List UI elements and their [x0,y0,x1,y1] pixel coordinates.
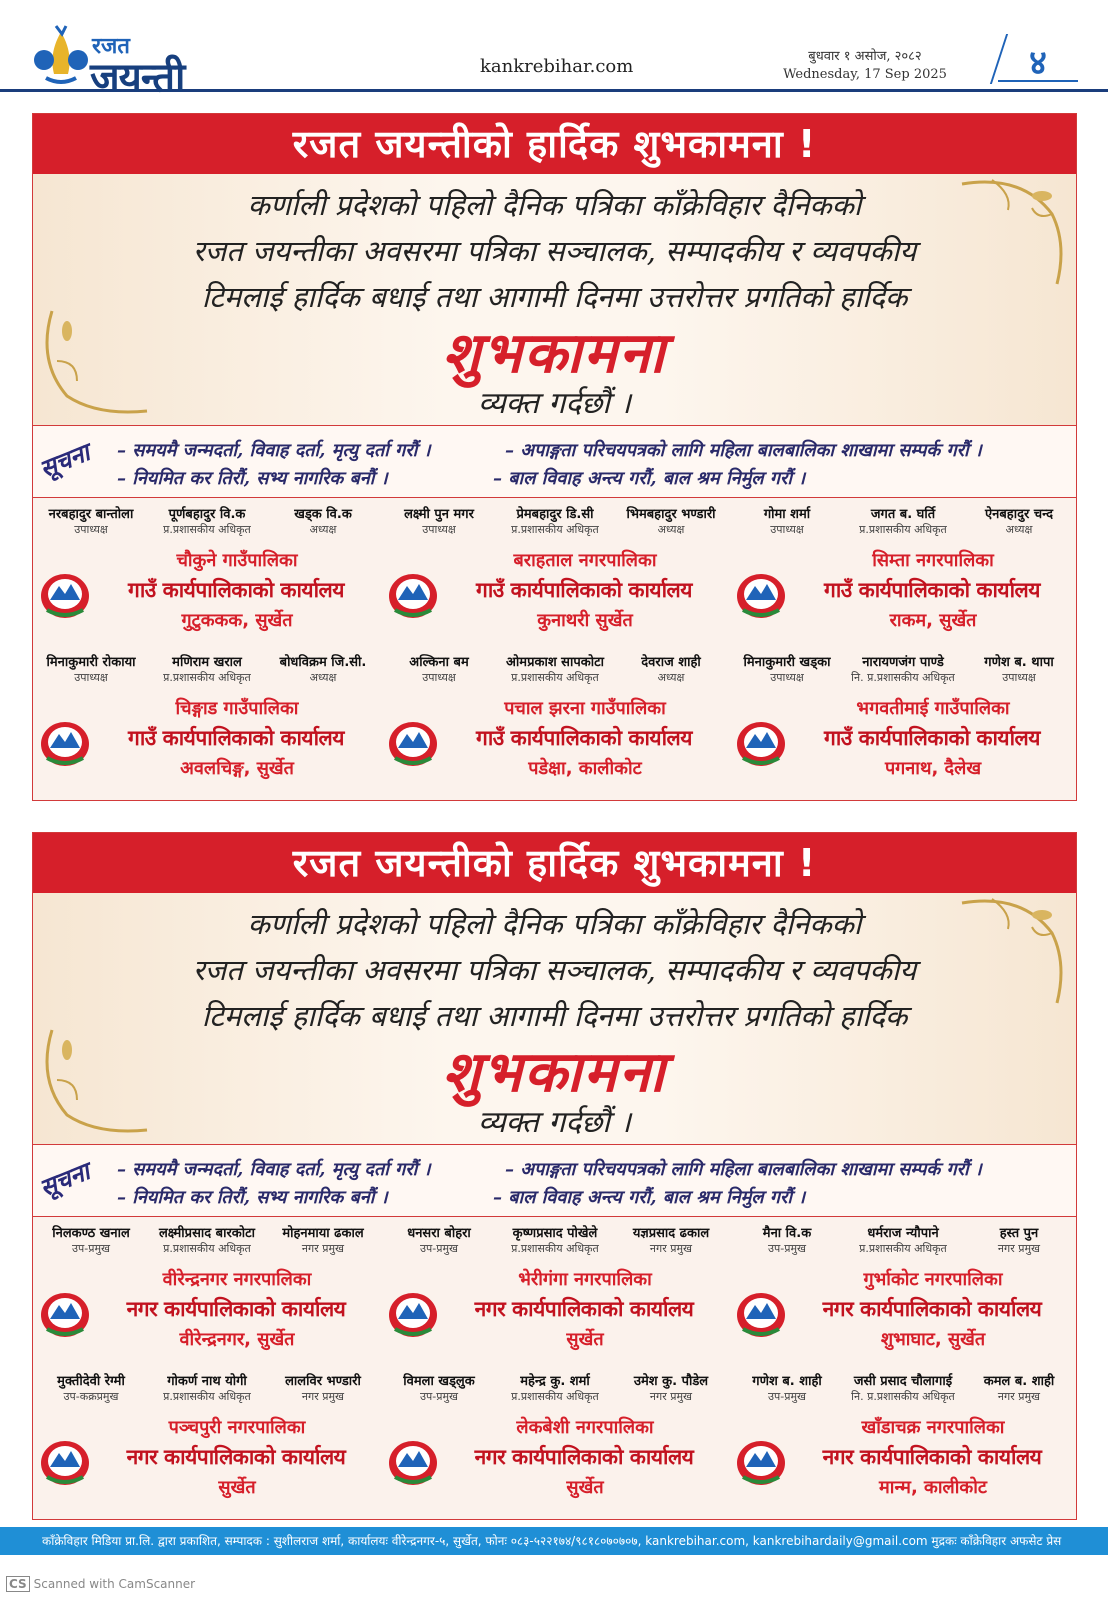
shubhakamana-text: शुभकामना [442,320,667,386]
official-name: मैना वि.क [762,1226,812,1241]
official-title: उप-प्रमुख [419,1390,459,1403]
official-title: नगर प्रमुख [997,1242,1041,1255]
municipality-card [381,498,729,646]
office-name: नगर कार्यपालिकाको कार्यालय [126,1297,346,1321]
officials-row [33,504,381,540]
logo-small-text: रजत [92,34,130,59]
notice-item: – समयमै जन्मदर्ता, विवाह दर्ता, मृत्यु दर्ता गरौं । [117,1159,431,1180]
notice-item: – समयमै जन्मदर्ता, विवाह दर्ता, मृत्यु दर्ता गरौं । [117,440,431,461]
official-name: जगत ब. घर्ति [870,507,936,522]
officials-row [729,652,1077,688]
date-english: Wednesday, 17 Sep 2025 [783,67,947,82]
greeting-line-2: रजत जयन्तीका अवसरमा पत्रिका सञ्चालक, सम्पादकीय र व्यवपकीय [192,234,917,268]
office-location: सुर्खेत [566,1477,604,1498]
nepal-government-seal-icon [735,572,787,620]
page-header [0,0,1108,101]
greeting-line-3: टिमलाई हार्दिक बधाई तथा आगामी दिनमा उत्तरोत्तर प्रगतिको हार्दिक [201,280,908,314]
officials-row [729,1371,1077,1407]
official-name: बोधविक्रम जि.सी. [279,655,367,670]
official [845,1223,961,1256]
official [845,504,961,537]
officials-row [381,1223,729,1259]
official [613,1223,729,1256]
official [845,652,961,685]
page-number: ४ [998,38,1078,82]
officials-row [381,1371,729,1407]
official-name: धर्मराज न्यौपाने [867,1226,939,1241]
official-title: अध्यक्ष [657,523,685,536]
municipality-name: वीरेन्द्रनगर नगरपालिका [162,1269,312,1290]
scanner-watermark [6,1576,195,1592]
official-name: अल्किना बम [409,655,469,670]
nepal-government-seal-icon [387,720,439,768]
official-name: विमला खड्लुक [403,1374,475,1389]
municipality-card [33,646,381,794]
official-name: गोकर्ण नाथ योगी [167,1374,247,1389]
office-location: सुर्खेत [218,1477,256,1498]
official-title: प्र.प्रशासकीय अधिकृत [511,523,599,536]
official-title: अध्यक्ष [309,671,337,684]
municipality-card [381,1217,729,1365]
official-title: उपाध्यक्ष [422,523,456,536]
municipality-name: पचाल झरना गाउँपालिका [504,698,666,719]
official-name: ऐनबहादुर चन्द [984,507,1054,522]
municipality-name: चौकुने गाउँपालिका [176,550,298,571]
official-name: लक्ष्मी पुन मगर [404,507,474,522]
vyakta-text: व्यक्त गर्दछौं । [478,1105,631,1140]
official-name: मिनाकुमारी रोकाया [46,655,136,670]
official-name: गणेश ब. शाही [752,1374,822,1389]
nepal-government-seal-icon [387,1291,439,1339]
official-name: हस्त पुन [999,1226,1039,1241]
ad-banner: रजत जयन्तीको हार्दिक शुभकामना ! [33,114,1076,174]
greeting-line-2: रजत जयन्तीका अवसरमा पत्रिका सञ्चालक, सम्पादकीय र व्यवपकीय [192,953,917,987]
logo-emblem-icon [32,24,90,86]
notice-label: सूचना [35,438,94,484]
office-name: नगर कार्यपालिकाको कार्यालय [822,1297,1042,1321]
municipality-name: भेरीगंगा नगरपालिका [518,1269,652,1290]
official [381,652,497,685]
nepal-government-seal-icon [39,1291,91,1339]
nepal-government-seal-icon [39,1439,91,1487]
municipality-card [381,1365,729,1513]
greeting-ad-urban [32,832,1077,1520]
greeting-line-1: कर्णाली प्रदेशको पहिलो दैनिक पत्रिका काँक्रेविहार दैनिकको [247,188,862,222]
municipality-name: बराहताल नगरपालिका [513,550,657,571]
ornament-swirl-icon [37,1020,157,1140]
nepal-government-seal-icon [735,1439,787,1487]
official-title: प्र.प्रशासकीय अधिकृत [163,523,251,536]
office-name: नगर कार्यपालिकाको कार्यालय [126,1445,346,1469]
greeting-message [33,893,1076,1145]
official-title: उपाध्यक्ष [74,523,108,536]
issue-date [780,48,950,84]
municipality-name: भगवतीमाई गाउँपालिका [856,698,1010,719]
office-location: वीरेन्द्रनगर, सुर्खेत [179,1329,295,1350]
official [149,1371,265,1404]
official [845,1371,961,1404]
official-title: नगर प्रमुख [649,1242,693,1255]
official-title: प्र.प्रशासकीय अधिकृत [859,1242,947,1255]
municipality-name: पञ्चपुरी नगरपालिका [168,1417,306,1438]
official-name: यज्ञप्रसाद ढकाल [632,1226,710,1241]
official-title: नगर प्रमुख [649,1390,693,1403]
office-name: नगर कार्यपालिकाको कार्यालय [822,1445,1042,1469]
municipality-name: गुर्भाकोट नगरपालिका [863,1269,1003,1290]
municipality-card [381,646,729,794]
official [613,1371,729,1404]
notice-item: – अपाङ्गता परिचयपत्रको लागि महिला बालबालिका शाखामा सम्पर्क गरौं । [505,440,982,461]
notice-item: – बाल विवाह अन्त्य गरौं, बाल श्रम निर्मुल गरौं । [493,1187,806,1208]
official [265,1371,381,1404]
office-name: गाउँ कार्यपालिकाको कार्यालय [824,726,1040,750]
officials-row [729,1223,1077,1259]
municipality-name: खाँडाचक्र नगरपालिका [861,1417,1005,1438]
notice-item: – नियमित कर तिरौं, सभ्य नागरिक बनौं । [117,1187,388,1208]
official-title: उप-प्रमुख [419,1242,459,1255]
officials-row [381,652,729,688]
official [149,504,265,537]
municipality-card [33,1217,381,1365]
official-title: प्र.प्रशासकीय अधिकृत [163,1242,251,1255]
office-name: गाउँ कार्यपालिकाको कार्यालय [128,726,344,750]
greeting-message [33,174,1076,426]
office-location: कुनाथरी सुर्खेत [537,610,633,631]
office-location: पडेक्षा, कालीकोट [528,758,642,779]
officials-row [381,504,729,540]
official-name: मिनाकुमारी खड्का [743,655,831,670]
nepal-government-seal-icon [735,1291,787,1339]
notice-item: – बाल विवाह अन्त्य गरौं, बाल श्रम निर्मुल गरौं । [493,468,806,489]
official-title: नि. प्र.प्रशासकीय अधिकृत [851,671,955,684]
official-name: गोमा शर्मा [763,507,811,522]
official-title: उप-कक्रप्रमुख [63,1390,119,1403]
official [265,504,381,537]
ad-banner: रजत जयन्तीको हार्दिक शुभकामना ! [33,833,1076,893]
official-title: उपाध्यक्ष [74,671,108,684]
nepal-government-seal-icon [39,572,91,620]
official [33,1223,149,1256]
official [265,652,381,685]
greeting-line-1: कर्णाली प्रदेशको पहिलो दैनिक पत्रिका काँक्रेविहार दैनिकको [247,907,862,941]
municipality-card [33,498,381,646]
official-title: अध्यक्ष [1005,523,1033,536]
official-title: उपाध्यक्ष [1002,671,1036,684]
nepal-government-seal-icon [39,720,91,768]
official-title: प्र.प्रशासकीय अधिकृत [163,1390,251,1403]
office-location: शुभाघाट, सुर्खेत [880,1329,986,1350]
official [497,1371,613,1404]
official [497,1223,613,1256]
official-title: उपाध्यक्ष [422,671,456,684]
official [497,652,613,685]
rajat-jayanti-logo [32,18,242,101]
publisher-footer: काँक्रेविहार मिडिया प्रा.लि. द्वारा प्रकाशित, सम्पादक : सुशीलराज शर्मा, कार्यालयः वीरेन्द्रनगर-५, सुर्खेत, फोनः ०८३-५२२१७४/९८१८०७०७०७, kankrebihar.com, kankrebihardaily@gmail.com मुद्रकः काँक्रेविहार अफसेट प्रेस [0,1527,1108,1555]
official [729,652,845,685]
official-name: मणिराम खराल [172,655,242,670]
nepal-government-seal-icon [387,572,439,620]
office-name: गाउँ कार्यपालिकाको कार्यालय [476,578,692,602]
ornament-swirl-icon [952,893,1072,1013]
official-title: उपाध्यक्ष [770,671,804,684]
official [33,504,149,537]
official-title: उप-प्रमुख [767,1242,807,1255]
office-location: गुटुककक, सुर्खेत [181,610,293,631]
official-name: भिमबहादुर भण्डारी [626,507,716,522]
official [729,1371,845,1404]
official-name: नारायणजंग पाण्डे [862,655,944,670]
official-title: प्र.प्रशासकीय अधिकृत [511,1390,599,1403]
official [729,504,845,537]
official [149,1223,265,1256]
notice-item: – अपाङ्गता परिचयपत्रको लागि महिला बालबालिका शाखामा सम्पर्क गरौं । [505,1159,982,1180]
official-title: नगर प्रमुख [301,1242,345,1255]
official-title: प्र.प्रशासकीय अधिकृत [163,671,251,684]
official-title: अध्यक्ष [657,671,685,684]
municipality-name: लेकबेशी नगरपालिका [516,1417,654,1438]
officials-row [33,652,381,688]
official [961,1223,1077,1256]
public-notice [33,426,1076,498]
officials-row [33,1371,381,1407]
shubhakamana-text: शुभकामना [442,1039,667,1105]
official-name: निलकण्ठ खनाल [52,1226,130,1241]
official [613,504,729,537]
official [381,504,497,537]
official-name: देवराज शाही [641,655,701,670]
nepal-government-seal-icon [735,720,787,768]
official-title: नगर प्रमुख [997,1390,1041,1403]
office-name: नगर कार्यपालिकाको कार्यालय [474,1445,694,1469]
office-name: नगर कार्यपालिकाको कार्यालय [474,1297,694,1321]
official-title: उप-प्रमुख [767,1390,807,1403]
official-name: जसी प्रसाद चौलागाई [853,1374,953,1389]
official-name: गणेश ब. थापा [984,655,1054,670]
greeting-ad-rural [32,113,1077,801]
camscanner-icon: CS [6,1576,30,1592]
official-title: नि. प्र.प्रशासकीय अधिकृत [851,1390,955,1403]
office-name: गाउँ कार्यपालिकाको कार्यालय [128,578,344,602]
official-name: लालविर भण्डारी [285,1374,361,1389]
municipality-name: चिङ्गाड गाउँपालिका [175,698,299,719]
official [381,1371,497,1404]
greeting-line-3: टिमलाई हार्दिक बधाई तथा आगामी दिनमा उत्तरोत्तर प्रगतिको हार्दिक [201,999,908,1033]
official-name: कृष्णप्रसाद पोखेले [512,1226,598,1241]
office-name: गाउँ कार्यपालिकाको कार्यालय [476,726,692,750]
ornament-swirl-icon [952,174,1072,294]
municipality-name: सिम्ता नगरपालिका [872,550,994,571]
office-location: पगनाथ, दैलेख [884,758,982,779]
official-title: उप-प्रमुख [71,1242,111,1255]
official [265,1223,381,1256]
notice-label: सूचना [35,1157,94,1203]
official-title: प्र.प्रशासकीय अधिकृत [511,671,599,684]
logo-big-text: जयन्ती [90,55,185,101]
nepal-government-seal-icon [387,1439,439,1487]
official-name: पूर्णबहादुर वि.क [168,507,246,522]
officials-row [729,504,1077,540]
official-name: मोहनमाया ढकाल [282,1226,364,1241]
office-name: गाउँ कार्यपालिकाको कार्यालय [824,578,1040,602]
public-notice [33,1145,1076,1217]
official-name: ओमप्रकाश सापकोटा [506,655,604,670]
official-name: नरबहादुर बान्तोला [48,507,134,522]
official [613,652,729,685]
official [961,1371,1077,1404]
official-title: अध्यक्ष [309,523,337,536]
municipality-card [729,498,1077,646]
official [961,504,1077,537]
official-title: उपाध्यक्ष [770,523,804,536]
municipality-grid [33,1217,1076,1513]
official-name: खड्क वि.क [294,507,352,522]
officials-row [33,1223,381,1259]
office-location: राकम, सुर्खेत [889,610,977,631]
official-title: नगर प्रमुख [301,1390,345,1403]
official [149,652,265,685]
office-location: मान्म, कालीकोट [879,1477,987,1498]
official-name: मुक्तीदेवी रेग्मी [57,1374,125,1389]
official-name: कमल ब. शाही [983,1374,1055,1389]
official [729,1223,845,1256]
official-title: प्र.प्रशासकीय अधिकृत [859,523,947,536]
date-nepali: बुधवार १ असोज, २०८२ [808,49,922,64]
notice-item: – नियमित कर तिरौं, सभ्य नागरिक बनौं । [117,468,388,489]
official-name: उमेश कु. पौडेल [633,1374,709,1389]
office-location: अवलचिङ्ग, सुर्खेत [180,758,294,779]
official [961,652,1077,685]
vyakta-text: व्यक्त गर्दछौं । [478,386,631,421]
municipality-card [729,646,1077,794]
municipality-card [33,1365,381,1513]
official-title: प्र.प्रशासकीय अधिकृत [511,1242,599,1255]
municipality-card [729,1365,1077,1513]
official [381,1223,497,1256]
ornament-swirl-icon [37,301,157,421]
website-url[interactable]: kankrebihar.com [480,56,634,77]
official [497,504,613,537]
municipality-card [729,1217,1077,1365]
official-name: धनसरा बोहरा [407,1226,471,1241]
official-name: महेन्द्र कु. शर्मा [520,1374,590,1389]
official-name: लक्ष्मीप्रसाद बारकोटा [158,1226,256,1241]
scanner-text: Scanned with CamScanner [33,1577,196,1591]
official [33,1371,149,1404]
official-name: प्रेमबहादुर डि.सी [516,507,594,522]
municipality-grid [33,498,1076,794]
official [33,652,149,685]
office-location: सुर्खेत [566,1329,604,1350]
